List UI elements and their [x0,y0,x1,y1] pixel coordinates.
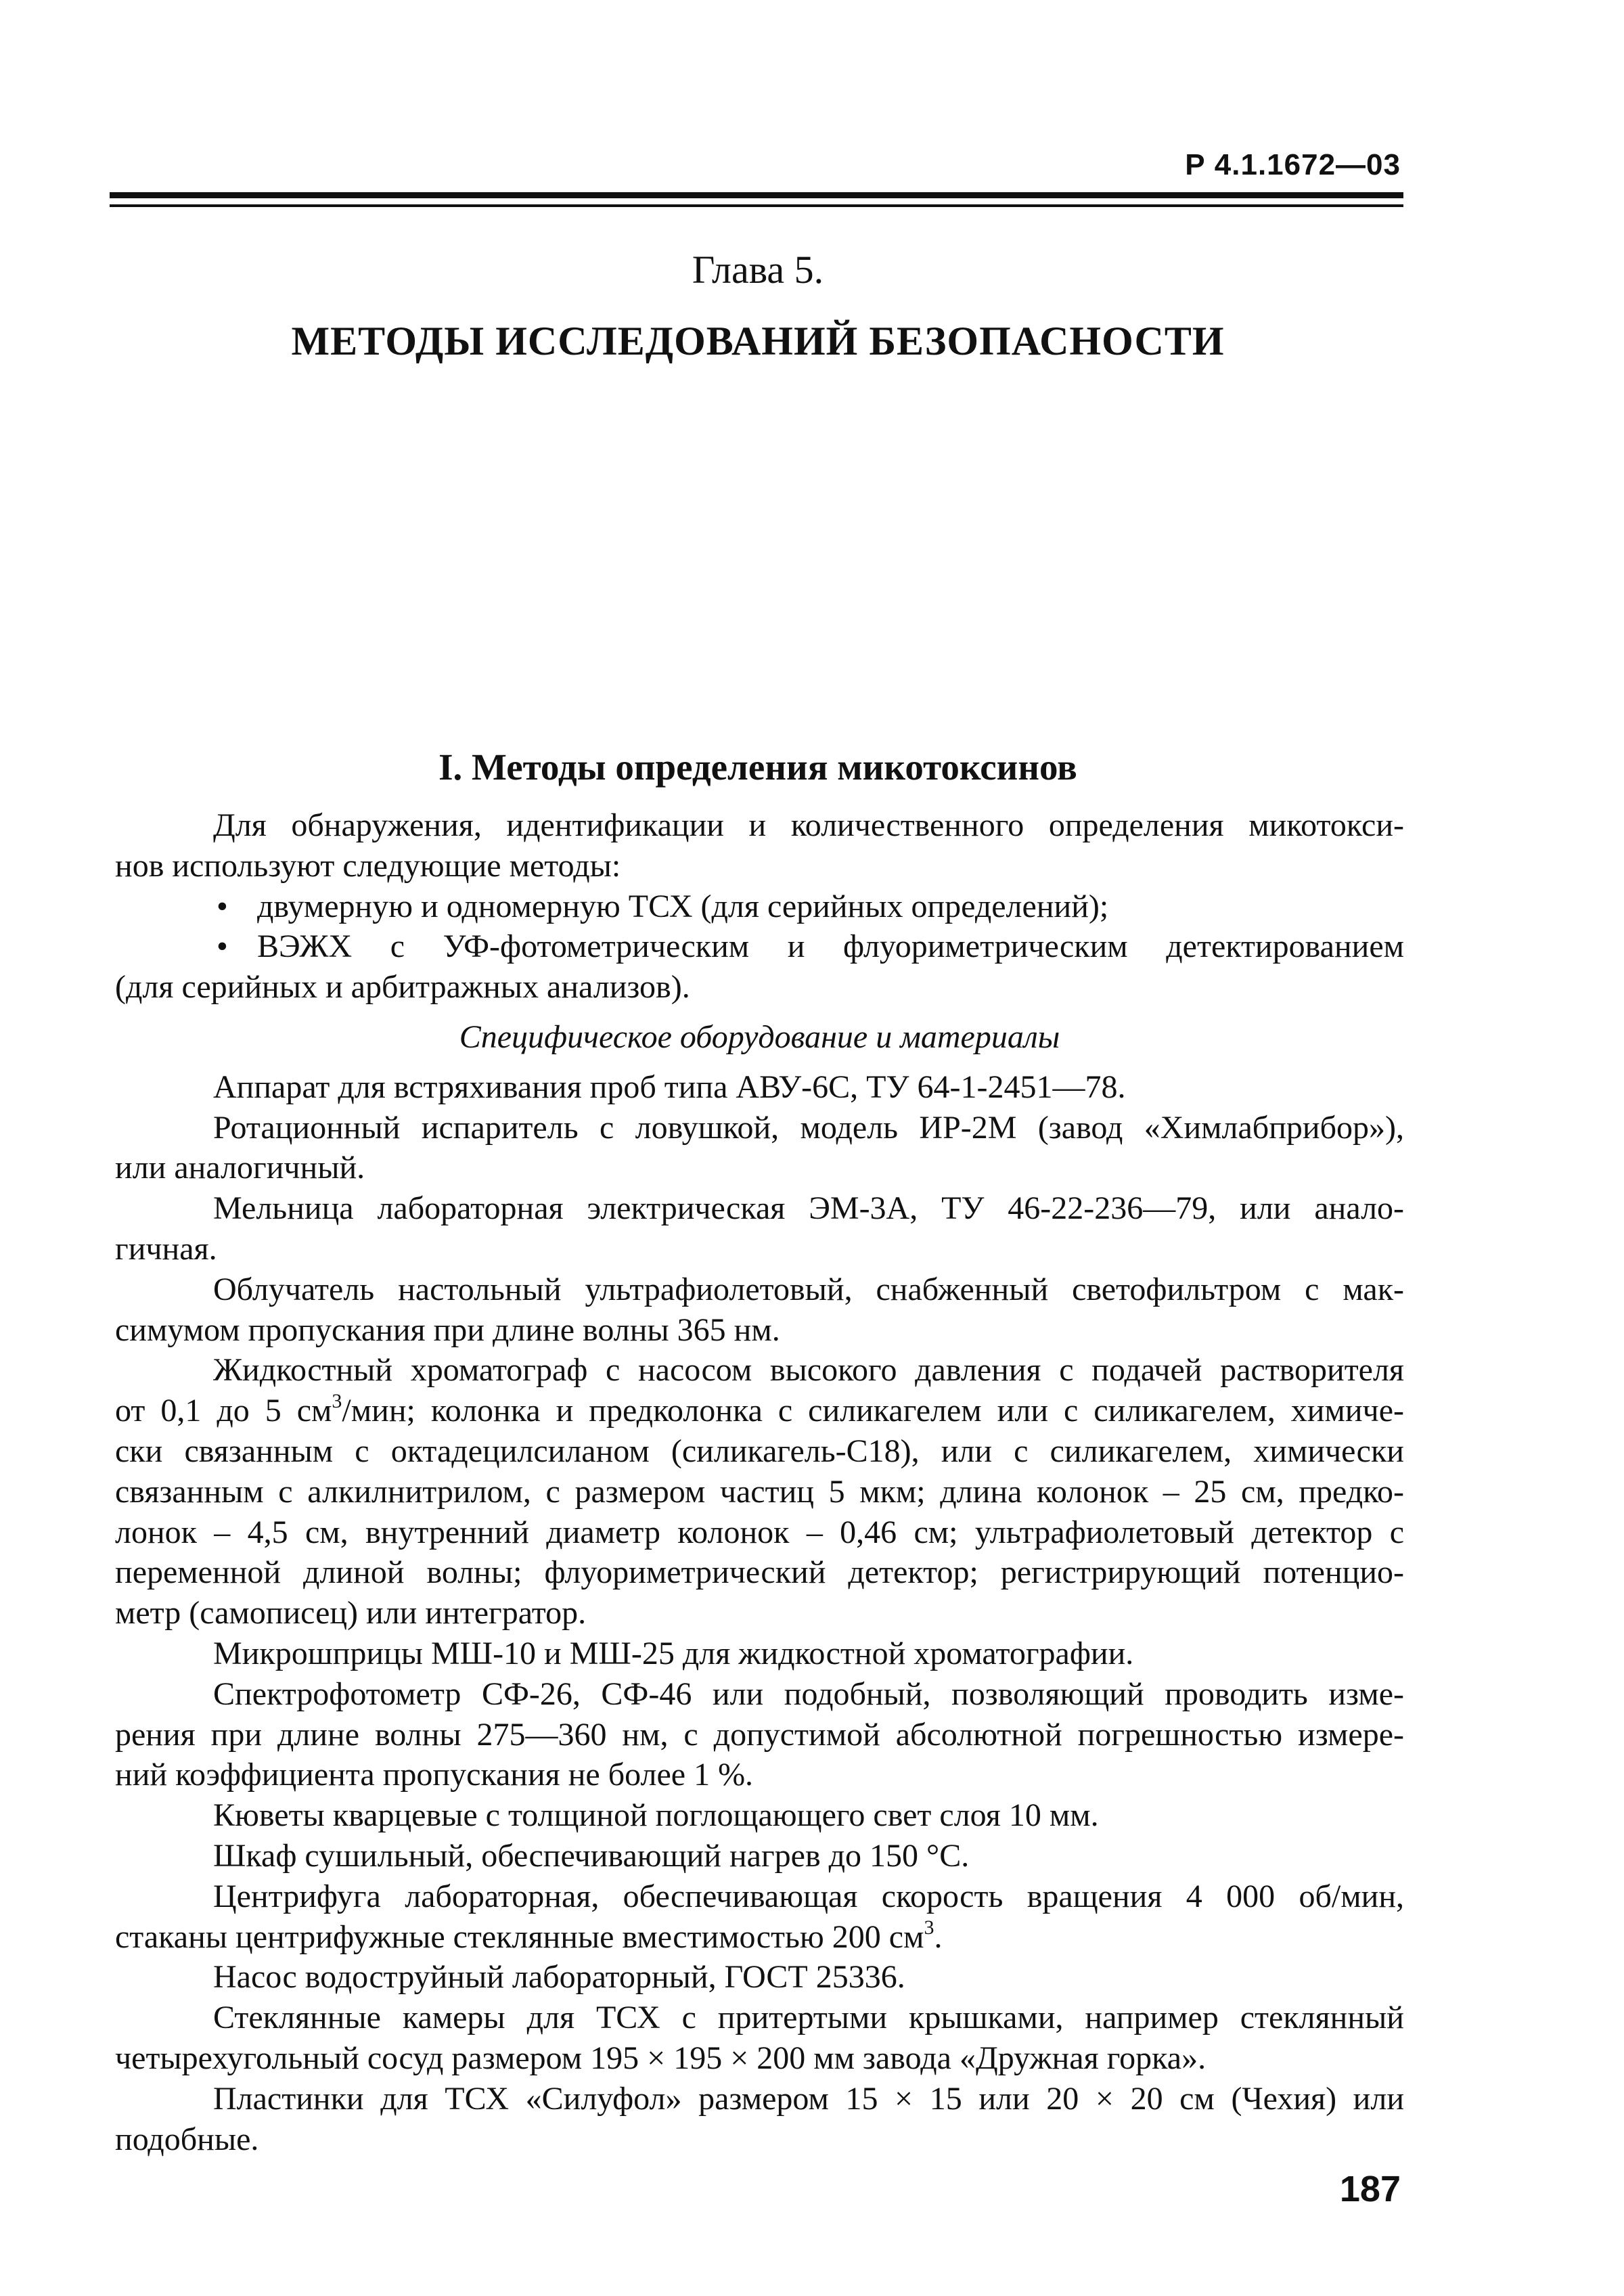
paragraph-line: переменной длиной волны; флуориметрический детектор; регистрирующий потенцио- [115,1554,1404,1591]
paragraph-line: симумом пропускания при длине волны 365 нм. [115,1311,780,1348]
paragraph-line: Микрошприцы МШ-10 и МШ-25 для жидкостной хроматографии. [213,1635,1134,1671]
paragraph-line: Стеклянные камеры для ТСХ с притертыми крышками, например стеклянный [213,2000,1404,2036]
paragraph-line: метр (самописец) или интегратор. [115,1595,587,1631]
header-rule-thin [110,204,1403,207]
paragraph-line: Жидкостный хроматограф с насосом высокого давления с подачей растворителя [213,1352,1404,1389]
bullet-symbol: • [217,888,228,924]
document-code: Р 4.1.1672—03 [1185,148,1401,181]
equipment-subheading: Специфическое оборудование и материалы [459,1018,1060,1055]
paragraph-line: Шкаф сушильный, обеспечивающий нагрев до 150 °С. [213,1837,970,1874]
section-body [115,805,1404,2159]
paragraph-line: подобные. [115,2121,259,2157]
paragraph-line: рения при длине волны 275—360 нм, с допустимой абсолютной погрешностью измере- [115,1716,1404,1753]
paragraph-line: гичная. [115,1230,217,1267]
paragraph-line: Спектрофотометр СФ-26, СФ-46 или подобный, позволяющий проводить изме- [213,1675,1404,1712]
paragraph-line: Насос водоструйный лабораторный, ГОСТ 25336. [213,1959,905,1996]
line-text: . [934,1918,943,1955]
paragraph-line: или аналогичный. [115,1150,365,1186]
header-rule-thick [110,192,1403,198]
bullet-text: ВЭЖХ с УФ-фотометрическим и флуориметрическим детектированием [257,928,1404,965]
line-text: стаканы центрифужные стеклянные вместимостью 200 см [115,1918,924,1955]
page-number: 187 [1339,2169,1401,2209]
paragraph-line: ний коэффициента пропускания не более 1 %. [115,1757,754,1793]
paragraph-line: лонок – 4,5 см, внутренний диаметр колонок – 0,46 см; ультрафиолетовый детектор с [115,1514,1404,1550]
chapter-title: МЕТОДЫ ИССЛЕДОВАНИЙ БЕЗОПАСНОСТИ [291,319,1225,363]
paragraph-line: Кюветы кварцевые с толщиной поглощающего свет слоя 10 мм. [213,1797,1099,1834]
superscript: 3 [924,1916,934,1939]
superscript: 3 [332,1390,342,1413]
paragraph-line: четырехугольный сосуд размером 195 × 195 × 200 мм завода «Дружная горка». [115,2040,1206,2076]
paragraph-line: Аппарат для встряхивания проб типа АВУ-6С, ТУ 64-1-2451—78. [213,1068,1126,1105]
section-title: I. Методы определения микотоксинов [438,746,1077,788]
paragraph-line: Пластинки для ТСХ «Силуфол» размером 15 × 15 или 20 × 20 см (Чехия) или [213,2080,1404,2117]
bullet-text-continuation: (для серийных и арбитражных анализов). [115,969,690,1006]
bullet-item [115,886,1404,927]
paragraph-line: Облучатель настольный ультрафиолетовый, снабженный светофильтром с мак- [213,1271,1404,1307]
paragraph-line: Мельница лабораторная электрическая ЭМ-3А, ТУ 46-22-236—79, или анало- [213,1190,1404,1227]
chapter-label: Глава 5. [692,248,824,292]
paragraph-line: Ротационный испаритель с ловушкой, модель ИР-2М (завод «Химлабприбор»), [213,1109,1404,1146]
paragraph-line: связанным с алкилнитрилом, с размером частиц 5 мкм; длина колонок – 25 см, предко- [115,1473,1404,1510]
paragraph-line [115,1391,1404,1431]
paragraph-line: ски связанным с октадецилсиланом (силикагель-С18), или с силикагелем, химически [115,1433,1404,1469]
bullet-item [115,926,1404,967]
intro-line: Для обнаружения, идентификации и количественного определения микотокси- [213,807,1404,843]
paragraph-line [115,1917,1404,1958]
line-text: /мин; колонка и предколонка с силикагелем или с силикагелем, химиче- [342,1393,1404,1429]
paragraph-line: Центрифуга лабораторная, обеспечивающая скорость вращения 4 000 об/мин, [213,1878,1404,1914]
line-text: от 0,1 до 5 см [115,1393,332,1429]
bullet-symbol: • [217,928,228,965]
intro-line: нов используют следующие методы: [115,847,621,884]
bullet-text: двумерную и одномерную ТСХ (для серийных определений); [257,888,1109,924]
